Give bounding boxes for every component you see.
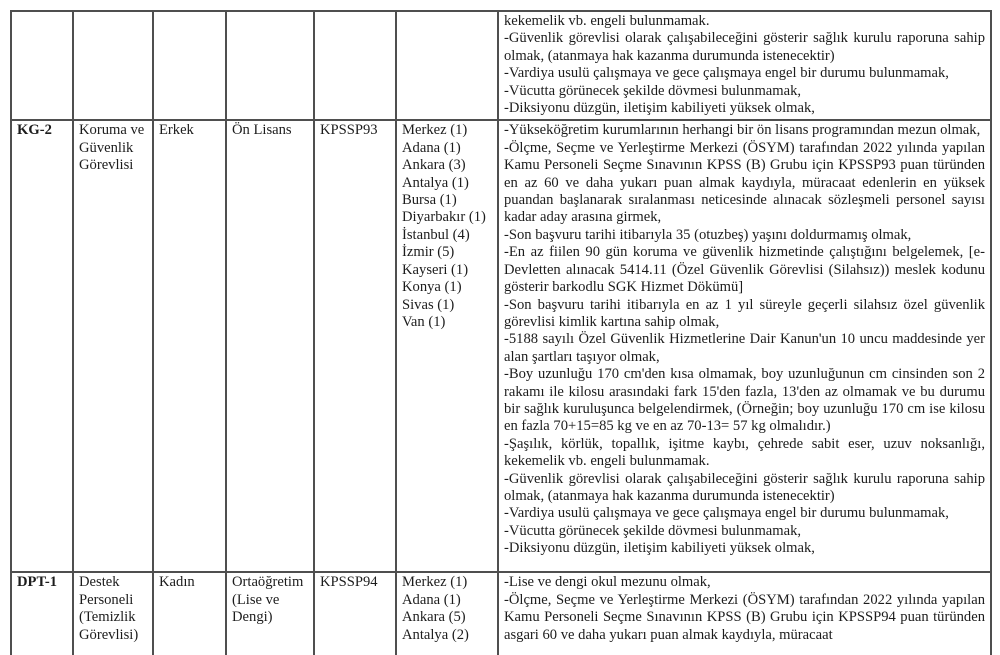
position-cell: Koruma ve Güvenlik Görevlisi (73, 120, 153, 572)
code-cell (11, 11, 73, 120)
kpss-cell (314, 11, 396, 120)
requirement-item: -Son başvuru tarihi itibarıyla 35 (otuzbeş) yaşını doldurmamış olmak, (504, 226, 912, 243)
requirement-item: -Ölçme, Seçme ve Yerleştirme Merkezi (ÖSYM) tarafından 2022 yılında yapılan Kamu Personeli Seçme Sınavının KPSS (B) Grubu için KPSSP93 puan türünden en az 60 ve daha yukarı puan almak kaydıyla, müracaat edenlerin en yüksek puandan başlanarak sıralanması neticesinde alınacak sözleşmeli personel sayısı kadar aday arasına girmek, (504, 139, 985, 226)
requirements-cell (498, 11, 991, 120)
requirement-item: -Vardiya usulü çalışmaya ve gece çalışmaya engel bir durumu bulunmamak, (504, 65, 949, 82)
requirement-item: -Son başvuru tarihi itibarıyla en az 1 yıl süreyle geçerli silahsız özel güvenlik görevlisi kimlik kartına sahip olmak, (504, 296, 985, 330)
city-quota-line: Kayseri (1) (402, 261, 469, 278)
requirement-item: -Lise ve dengi okul mezunu olmak, (504, 574, 711, 591)
city-quota-line: Ankara (5) (402, 609, 466, 626)
cities-cell (396, 11, 498, 120)
requirement-item: -Güvenlik görevlisi olarak çalışabileceğini gösterir sağlık kurulu raporuna sahip olmak, (atanmaya hak kazanma durumunda istenecektir) (504, 470, 985, 504)
kpss-cell: KPSSP93 (314, 120, 396, 572)
position-cell (73, 11, 153, 120)
requirement-item: -Vardiya usulü çalışmaya ve gece çalışmaya engel bir durumu bulunmamak, (504, 505, 949, 522)
table-row-kg2 (11, 120, 991, 572)
gender-cell: Kadın (153, 572, 226, 655)
city-quota-line: Diyarbakır (1) (402, 209, 486, 226)
education-cell (226, 11, 314, 120)
education-cell: Ortaöğretim (Lise ve Dengi) (226, 572, 314, 655)
kpss-cell: KPSSP94 (314, 572, 396, 655)
requirement-item: -Boy uzunluğu 170 cm'den kısa olmamak, boy uzunluğunun cm cinsinden son 2 rakamı ile kilosu arasındaki fark 15'den fazla, 13'den az olmamak ve bu durumu bir sağlık kuruluşunca belgelendirmek, (Örneğin; boy uzunluğu 170 cm ise kilosu en fazla 70+15=85 kg ve en az 70-13= 57 kg olmalıdır.) (504, 366, 985, 435)
city-quota-line: Merkez (1) (402, 574, 468, 591)
table-row-dpt1 (11, 572, 991, 655)
requirements-cell (498, 572, 991, 655)
requirement-item: kekemelik vb. engeli bulunmamak. (504, 13, 710, 29)
code-cell: KG-2 (11, 120, 73, 572)
city-quota-line: İzmir (5) (402, 244, 455, 261)
city-quota-line: Van (1) (402, 313, 446, 330)
requirement-item: -5188 sayılı Özel Güvenlik Hizmetlerine Dair Kanun'un 10 uncu maddesinde yer alan şartları taşıyor olmak, (504, 331, 985, 365)
requirement-item: -En az fiilen 90 gün koruma ve güvenlik hizmetinde çalıştığını belgelemek, [e-Devletten alınacak 5414.11 (Özel Güvenlik Görevlisi (Silahsız)) meslek kodunu gösterir barkodlu SGK Hizmet Dökümü] (504, 244, 985, 296)
city-quota-line: Bursa (1) (402, 192, 457, 209)
requirement-item: -Ölçme, Seçme ve Yerleştirme Merkezi (ÖSYM) tarafından 2022 yılında yapılan Kamu Personeli Seçme Sınavının KPSS (B) Grubu için KPSSP94 puan türünden asgari 60 ve daha yukarı puan almak kaydıyla, müracaat (504, 591, 985, 643)
gender-cell: Erkek (153, 120, 226, 572)
education-cell: Ön Lisans (226, 120, 314, 572)
requirements-cell (498, 120, 991, 572)
requirement-item: -Güvenlik görevlisi olarak çalışabileceğini gösterir sağlık kurulu raporuna sahip olmak, (atanmaya hak kazanma durumunda istenecektir) (504, 30, 985, 64)
city-quota-line: Merkez (1) (402, 122, 468, 139)
city-quota-line: Adana (1) (402, 591, 461, 608)
requirement-item: -Yükseköğretim kurumlarının herhangi bir ön lisans programından mezun olmak, (504, 122, 981, 139)
requirement-item: -Şaşılık, körlük, topallık, işitme kaybı, çehrede sabit eser, uzuv noksanlığı, kekemelik vb. engeli bulunmamak. (504, 435, 985, 470)
city-quota-line: Adana (1) (402, 139, 461, 156)
city-quota-line: Antalya (1) (402, 174, 469, 191)
requirement-item: -Vücutta görünecek şekilde dövmesi bulunmamak, (504, 82, 802, 99)
cities-cell (396, 572, 498, 655)
table-row-continuation (11, 11, 991, 120)
city-quota-line: İstanbul (4) (402, 226, 470, 243)
requirement-item: -Diksiyonu düzgün, iletişim kabiliyeti yüksek olmak, (504, 100, 815, 117)
city-quota-line: Antalya (2) (402, 626, 469, 643)
positions-table (10, 10, 992, 655)
city-quota-line: Sivas (1) (402, 296, 455, 313)
requirement-item: -Diksiyonu düzgün, iletişim kabiliyeti yüksek olmak, (504, 540, 815, 557)
requirement-item: -Vücutta görünecek şekilde dövmesi bulunmamak, (504, 522, 802, 539)
cities-cell (396, 120, 498, 572)
city-quota-line: Konya (1) (402, 279, 462, 296)
position-cell: Destek Personeli (Temizlik Görevlisi) (73, 572, 153, 655)
city-quota-line: Ankara (3) (402, 157, 466, 174)
code-cell: DPT-1 (11, 572, 73, 655)
gender-cell (153, 11, 226, 120)
